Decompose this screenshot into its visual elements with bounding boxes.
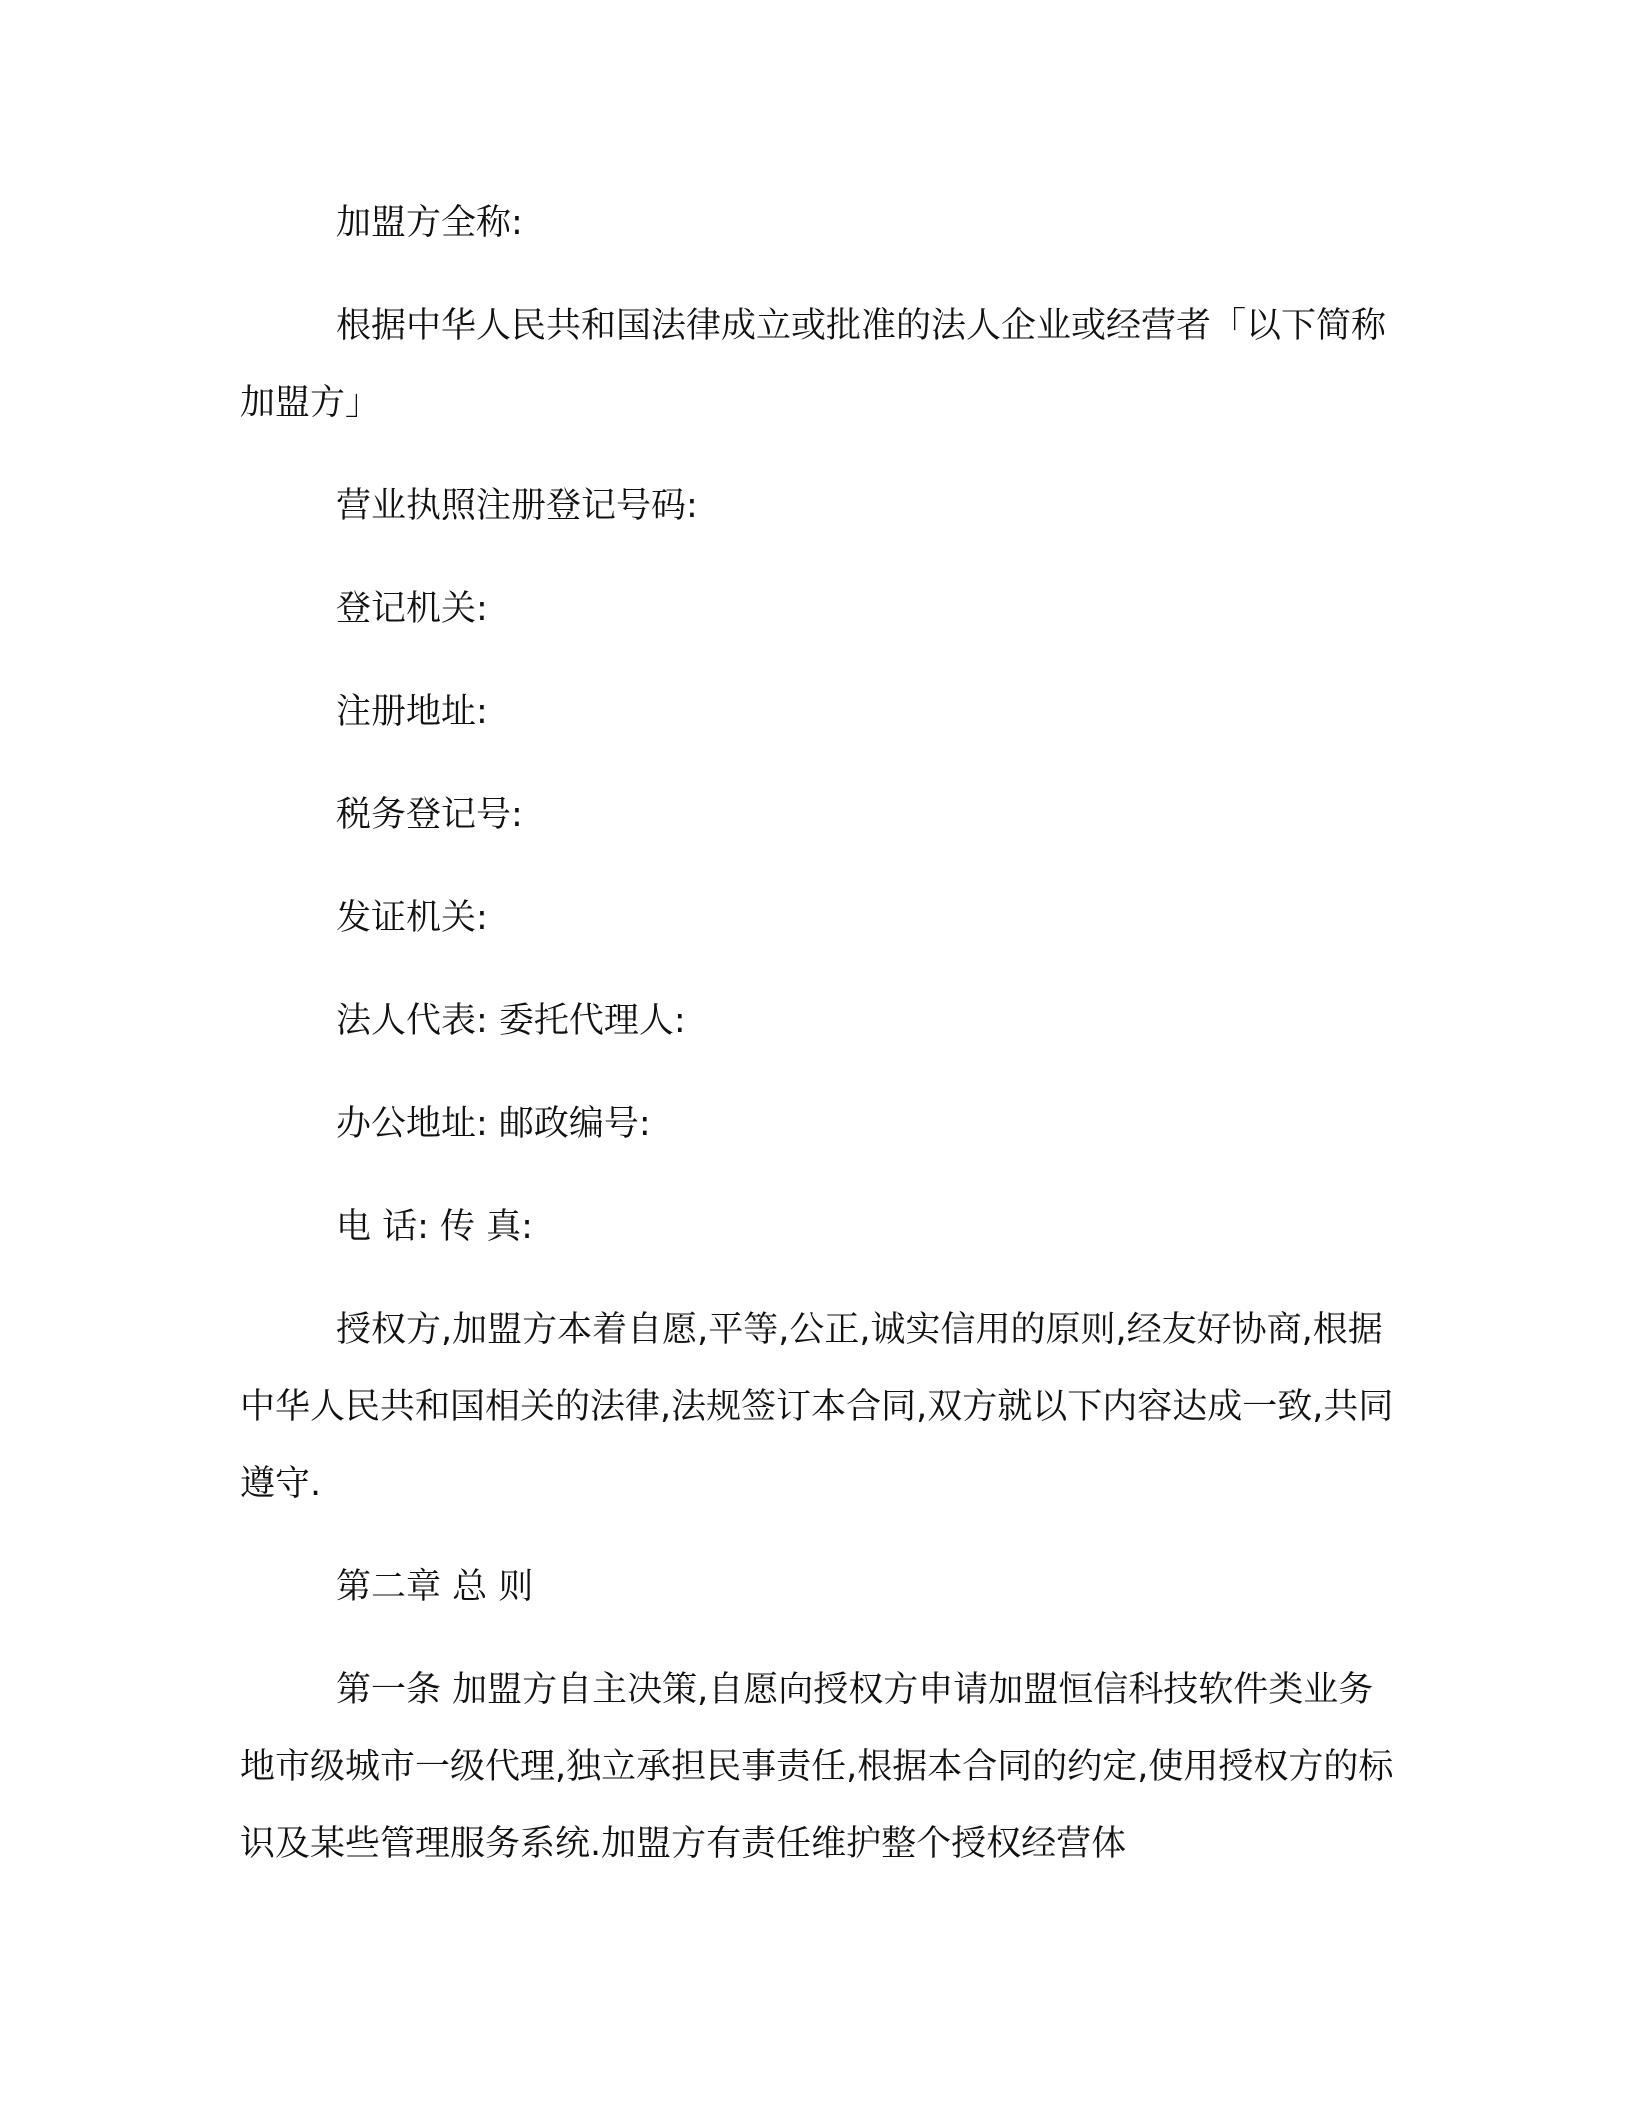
business-license-number-field: 营业执照注册登记号码:	[336, 486, 698, 526]
franchisee-definition-paragraph: 根据中华人民共和国法律成立或批准的法人企业或经营者「以下简称加盟方」	[240, 306, 1387, 423]
legal-representative-field: 法人代表: 委托代理人:	[336, 1001, 686, 1041]
franchisee-name-field: 加盟方全称:	[336, 203, 523, 243]
chapter-heading: 第二章 总 则	[336, 1567, 534, 1607]
phone-fax-field: 电 话: 传 真:	[336, 1207, 533, 1247]
issuing-authority-field: 发证机关:	[336, 898, 488, 938]
article-one-paragraph: 第一条 加盟方自主决策,自愿向授权方申请加盟恒信科技软件类业务地市级城市一级代理,独立承担民事责任,根据本合同的约定,使用授权方的标识及某些管理服务系统.加盟方有责任维护整个授权经营体	[240, 1670, 1394, 1864]
tax-registration-number-field: 税务登记号:	[336, 795, 523, 835]
office-address-field: 办公地址: 邮政编号:	[336, 1104, 651, 1144]
document-body	[240, 185, 1400, 1883]
registered-address-field: 注册地址:	[336, 692, 488, 732]
registration-authority-field: 登记机关:	[336, 589, 488, 629]
agreement-preamble-paragraph: 授权方,加盟方本着自愿,平等,公正,诚实信用的原则,经友好协商,根据中华人民共和国相关的法律,法规签订本合同,双方就以下内容达成一致,共同遵守.	[240, 1310, 1394, 1504]
